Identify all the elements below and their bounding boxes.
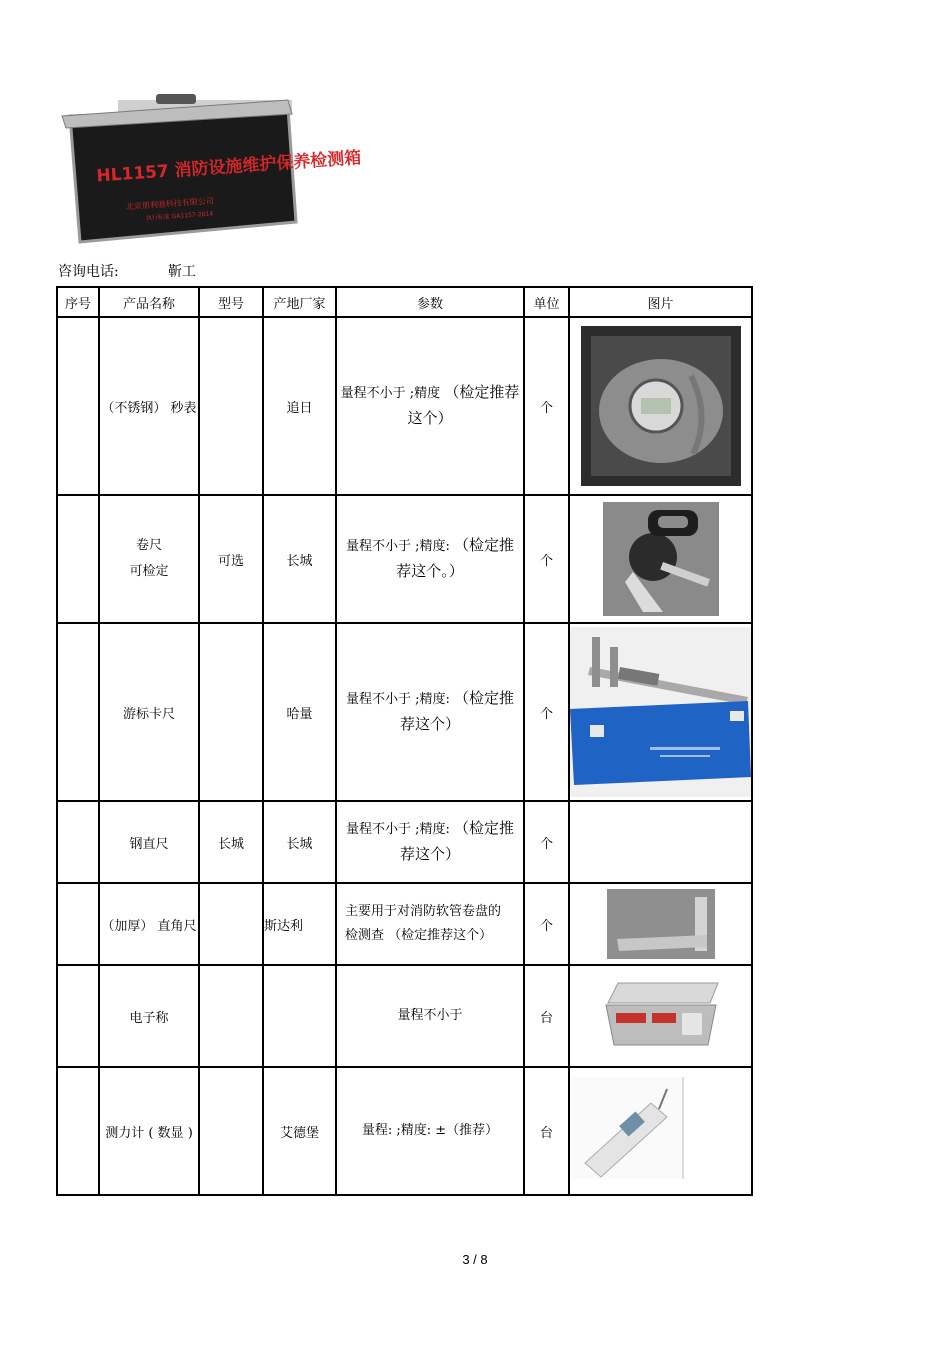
product-maker: 追日 bbox=[263, 317, 336, 495]
product-image-cell bbox=[569, 801, 752, 883]
product-model bbox=[199, 965, 263, 1067]
product-image-cell bbox=[569, 965, 752, 1067]
product-model bbox=[199, 317, 263, 495]
param-note: （检定推 bbox=[454, 819, 515, 837]
product-table bbox=[56, 286, 753, 1196]
vernier-caliper-image bbox=[570, 627, 751, 797]
product-name: （加厚） 直角尺 bbox=[99, 883, 199, 965]
electronic-scale-image bbox=[598, 975, 724, 1057]
product-unit: 台 bbox=[524, 1067, 569, 1195]
contact-line bbox=[58, 261, 196, 281]
square-ruler-image bbox=[607, 889, 715, 959]
header-cell: 单位 bbox=[524, 287, 569, 317]
table-row bbox=[57, 495, 752, 623]
tape-measure-image bbox=[603, 502, 719, 616]
product-params bbox=[336, 495, 524, 623]
header-cell: 图片 bbox=[569, 287, 752, 317]
table-row bbox=[57, 1067, 752, 1195]
row-number bbox=[57, 883, 99, 965]
product-model bbox=[199, 883, 263, 965]
header-cell: 型号 bbox=[199, 287, 263, 317]
param-text: 量程不小于 ;精度: bbox=[345, 822, 450, 837]
product-unit: 个 bbox=[524, 883, 569, 965]
param-text-2: 这个） bbox=[407, 409, 453, 427]
table-row bbox=[57, 801, 752, 883]
row-number bbox=[57, 965, 99, 1067]
product-name-cell bbox=[99, 495, 199, 623]
product-model bbox=[199, 1067, 263, 1195]
row-number bbox=[57, 495, 99, 623]
contact-label: 咨询电话: bbox=[58, 264, 119, 280]
product-params bbox=[336, 883, 524, 965]
param-text: 主要用于对消防软管卷盘的 bbox=[345, 904, 502, 919]
product-maker: 长城 bbox=[263, 495, 336, 623]
product-name: 测力计 ( 数显 ) bbox=[99, 1067, 199, 1195]
case-title-text: HL1157 消防设施维护保养检测箱 bbox=[95, 148, 362, 187]
product-image-cell bbox=[569, 883, 752, 965]
product-maker: 长城 bbox=[263, 801, 336, 883]
param-note: （检定推 bbox=[454, 689, 515, 707]
row-number bbox=[57, 317, 99, 495]
param-text: 量程不小于 ;精度 bbox=[340, 386, 441, 401]
case-standard-text: 执行标准 GA1157-2014 bbox=[145, 210, 214, 223]
param-note: （检定推荐 bbox=[444, 383, 520, 401]
product-params bbox=[336, 317, 524, 495]
stopwatch-image bbox=[581, 326, 741, 486]
param-note: （检定推 bbox=[454, 536, 515, 554]
page-number: 3 / 8 bbox=[462, 1252, 488, 1267]
table-row bbox=[57, 965, 752, 1067]
product-name: 电子称 bbox=[99, 965, 199, 1067]
product-unit: 个 bbox=[524, 623, 569, 801]
product-model: 可选 bbox=[199, 495, 263, 623]
param-text: 量程不小于 ;精度: bbox=[345, 692, 450, 707]
product-image-cell bbox=[569, 1067, 752, 1195]
product-unit: 个 bbox=[524, 801, 569, 883]
table-row bbox=[57, 317, 752, 495]
row-number bbox=[57, 623, 99, 801]
product-params bbox=[336, 1067, 524, 1195]
header-cell: 产品名称 bbox=[99, 287, 199, 317]
product-maker bbox=[263, 965, 336, 1067]
param-text: 量程不小于 bbox=[397, 1008, 463, 1023]
param-text: 量程: ;精度: ±（推荐） bbox=[361, 1123, 499, 1138]
param-text-2: 检测查 （检定推荐这个） bbox=[345, 928, 493, 943]
header-cell: 产地厂家 bbox=[263, 287, 336, 317]
product-image-cell bbox=[569, 317, 752, 495]
product-params bbox=[336, 965, 524, 1067]
product-unit: 台 bbox=[524, 965, 569, 1067]
case-company-text: 北京朋利驰科技有限公司 bbox=[125, 196, 215, 212]
product-name: 卷尺 bbox=[135, 538, 162, 553]
product-unit: 个 bbox=[524, 317, 569, 495]
product-maker: 艾德堡 bbox=[263, 1067, 336, 1195]
product-name: （不锈钢） 秒表 bbox=[99, 317, 199, 495]
instrument-case-image bbox=[56, 66, 362, 252]
product-model: 长城 bbox=[199, 801, 263, 883]
param-text-2: 荐这个） bbox=[399, 845, 460, 863]
param-text-2: 荐这个） bbox=[399, 715, 460, 733]
table-row bbox=[57, 623, 752, 801]
product-name: 游标卡尺 bbox=[99, 623, 199, 801]
product-params bbox=[336, 623, 524, 801]
row-number bbox=[57, 801, 99, 883]
header-cell: 参数 bbox=[336, 287, 524, 317]
header-cell: 序号 bbox=[57, 287, 99, 317]
product-name: 钢直尺 bbox=[99, 801, 199, 883]
product-maker: 哈量 bbox=[263, 623, 336, 801]
product-maker: 斯达利 bbox=[263, 883, 336, 965]
product-model bbox=[199, 623, 263, 801]
product-image-cell bbox=[569, 495, 752, 623]
product-unit: 个 bbox=[524, 495, 569, 623]
contact-name: 靳工 bbox=[168, 264, 196, 280]
product-image-cell bbox=[569, 623, 752, 801]
row-number bbox=[57, 1067, 99, 1195]
product-params bbox=[336, 801, 524, 883]
product-name-note: 可检定 bbox=[129, 564, 169, 579]
table-header-row bbox=[57, 287, 752, 317]
table-row bbox=[57, 883, 752, 965]
param-text-2: 荐这个。） bbox=[396, 562, 464, 580]
force-gauge-image bbox=[571, 1077, 751, 1185]
param-text: 量程不小于 ;精度: bbox=[345, 539, 450, 554]
